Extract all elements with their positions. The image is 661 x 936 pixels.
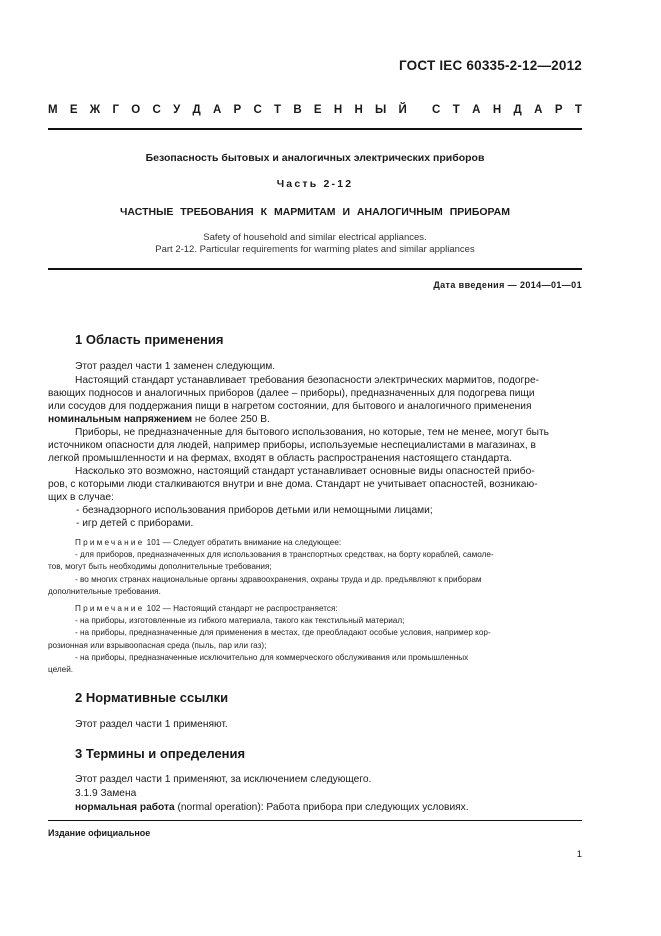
header-rule: [48, 128, 582, 130]
english-title-line1: Safety of household and similar electrical appliances.: [203, 232, 427, 243]
introduction-date: Дата введения — 2014—01—01: [433, 280, 582, 290]
section-3-definition: [48, 801, 582, 814]
note-102-line: - на приборы, предназначенные исключительно для коммерческого обслуживания или промышленных: [75, 652, 469, 662]
note-label: Примечание: [75, 538, 145, 547]
section-1-p2: [48, 374, 582, 426]
section-1-p2-line: или сосудов для поддержания пищи в нагретом состоянии, для бытового и аналогичного применения: [48, 401, 532, 412]
section-1-p2-line: [48, 413, 582, 426]
list-item: - безнадзорного использования приборов детьми или немощными лицами;: [76, 505, 433, 516]
section-1-p3-line: Приборы, не предназначенные для бытового использования, но которые, тем не менее, могут быть: [75, 427, 549, 438]
section-1-p2-line: вающих подносов и аналогичных приборов (далее – приборы), предназначенных для подогрева пищи: [48, 388, 535, 399]
section-1-p4-line: ров, с которыми люди сталкиваются внутри и вне дома. Стандарт не учитывает опасностей, возникаю-: [48, 479, 538, 490]
note-101-line: - во многих странах национальные органы здравоохранения, охраны труда и др. предъявляют к приборам: [75, 574, 482, 584]
note-101-intro: 101 — Следует обратить внимание на следующее:: [144, 538, 342, 547]
list-item: - игр детей с приборами.: [76, 518, 194, 529]
note-102-heading: [48, 603, 582, 615]
note-101: [48, 537, 582, 598]
definition-text: (normal operation): Работа прибора при следующих условиях.: [174, 802, 469, 813]
section-1-p4-line: щих в случае:: [48, 492, 114, 503]
document-subject: ЧАСТНЫЕ ТРЕБОВАНИЯ К МАРМИТАМ И АНАЛОГИЧНЫМ ПРИБОРАМ: [120, 206, 510, 218]
note-102-line: целей.: [48, 665, 74, 675]
section-3-heading: 3 Термины и определения: [75, 746, 246, 761]
document-title: Безопасность бытовых и аналогичных электрических приборов: [145, 152, 485, 164]
section-1-p2-tail: не более 250 В.: [192, 414, 270, 425]
english-title-line2: Part 2-12. Particular requirements for warming plates and similar appliances: [155, 244, 475, 255]
note-102: [48, 603, 582, 676]
category-word: С Т А Н Д А Р Т: [432, 104, 582, 116]
category-word: М Е Ж Г О С У Д А Р С Т В Е Н Н Ы Й: [48, 104, 407, 116]
note-101-heading: [48, 537, 582, 549]
title-rule: [48, 268, 582, 270]
note-101-line: дополнительные требования.: [48, 586, 161, 596]
document-part: Часть 2-12: [276, 178, 354, 190]
standard-category: [48, 104, 582, 116]
section-1-p1: Этот раздел части 1 заменен следующим.: [75, 361, 276, 372]
standard-id: ГОСТ IEC 60335-2-12—2012: [398, 58, 582, 73]
note-102-line: розионная или взрывоопасная среда (пыль, пар или газ);: [48, 640, 267, 650]
section-3-p1: Этот раздел части 1 применяют, за исключением следующего.: [75, 774, 372, 785]
section-1-p4: [48, 465, 582, 504]
section-2-heading: 2 Нормативные ссылки: [75, 690, 229, 705]
note-102-line: - на приборы, предназначенные для применения в местах, где преобладают особые условия, например кор-: [75, 628, 491, 638]
term-normal-operation: нормальная работа: [75, 802, 175, 813]
note-label: Примечание: [75, 604, 145, 613]
note-102-line: - на приборы, изготовленные из гибкого материала, такого как текстильный материал;: [75, 616, 405, 626]
note-101-line: - для приборов, предназначенных для использования в транспортных средствах, на борту кораблей, самоле-: [75, 550, 494, 560]
section-1-heading: 1 Область применения: [75, 332, 224, 347]
section-3-clause: 3.1.9 Замена: [75, 788, 137, 799]
term-rated-voltage: номинальным напряжением: [48, 414, 193, 425]
section-1-p4-line: Насколько это возможно, настоящий стандарт устанавливает основные виды опасностей прибо-: [75, 466, 535, 477]
page-number: 1: [576, 849, 582, 860]
section-1-p3: [48, 426, 582, 465]
edition-label: Издание официальное: [48, 828, 151, 838]
section-2-p1: Этот раздел части 1 применяют.: [75, 719, 228, 730]
section-1-p3-line: легкой промышленности и на фермах, входят в область распространения настоящего стандарта.: [48, 453, 513, 464]
section-1-p3-line: источником опасности для людей, например приборы, используемые неспециалистами в магазинах, в: [48, 440, 536, 451]
note-102-intro: 102 — Настоящий стандарт не распространяется:: [144, 604, 338, 613]
section-1-p2-line: Настоящий стандарт устанавливает требования безопасности электрических мармитов, подогре-: [75, 375, 540, 386]
note-101-line: тов, могут быть необходимы дополнительные требования;: [48, 562, 272, 572]
footer-rule: [48, 820, 582, 821]
